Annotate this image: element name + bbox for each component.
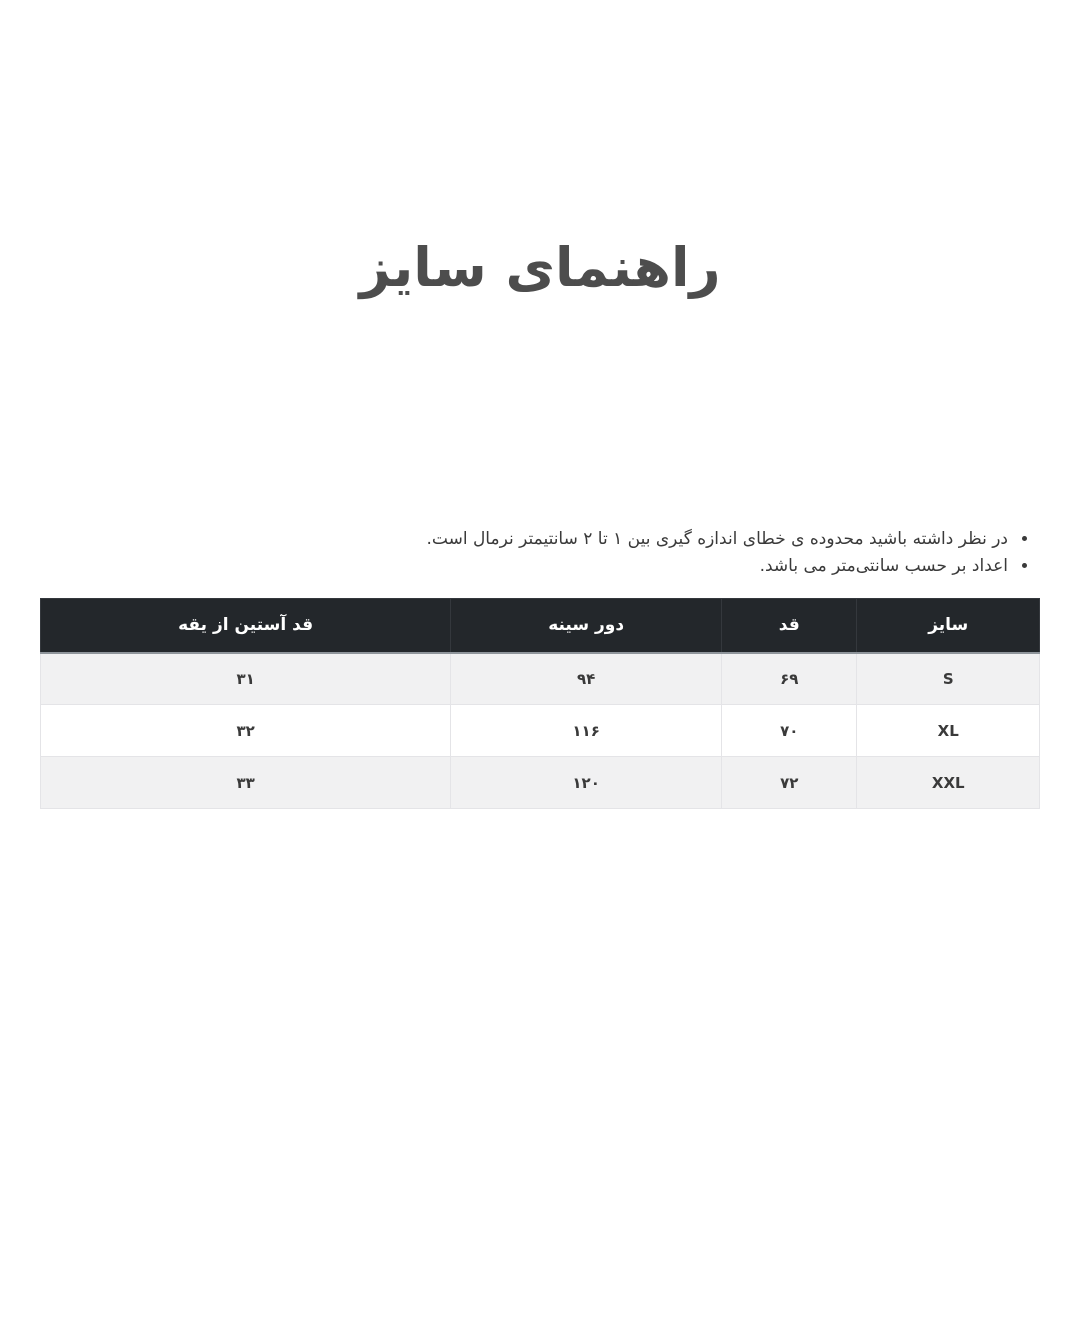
cell-sleeve: ۳۱ (41, 653, 451, 705)
table-header-row (41, 599, 1040, 653)
cell-height: ۷۰ (722, 705, 857, 757)
cell-sleeve: ۳۳ (41, 757, 451, 809)
cell-size: XL (857, 705, 1040, 757)
cell-chest: ۱۱۶ (451, 705, 722, 757)
cell-chest: ۹۴ (451, 653, 722, 705)
cell-height: ۷۲ (722, 757, 857, 809)
cell-size: XXL (857, 757, 1040, 809)
note-item-unit: • اعداد بر حسب سانتی‌متر می باشد. (40, 553, 1010, 580)
cell-chest: ۱۲۰ (451, 757, 722, 809)
column-header-size: سایز (857, 599, 1040, 653)
table-row (41, 705, 1040, 757)
column-header-chest: دور سینه (451, 599, 722, 653)
column-header-height: قد (722, 599, 857, 653)
page-title: راهنمای سایز (359, 236, 721, 299)
cell-size: S (857, 653, 1040, 705)
cell-sleeve: ۳۲ (41, 705, 451, 757)
notes-list (40, 526, 1040, 580)
table-row (41, 757, 1040, 809)
column-header-sleeve-from-collar: قد آستین از یقه (41, 599, 451, 653)
cell-height: ۶۹ (722, 653, 857, 705)
size-table-body (41, 653, 1040, 809)
note-item-measurement-tolerance: • در نظر داشته باشید محدوده ی خطای اندازه گیری بین ۱ تا ۲ سانتیمتر نرمال است. (40, 526, 1010, 553)
table-row (41, 653, 1040, 705)
size-table-header (41, 599, 1040, 653)
size-table (40, 598, 1040, 809)
